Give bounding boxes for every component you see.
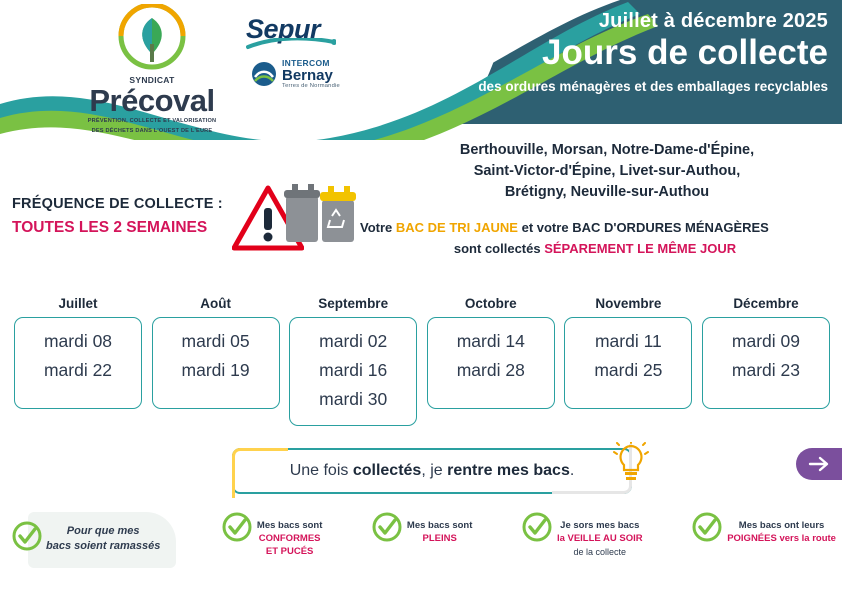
- month-name: Décembre: [733, 296, 799, 311]
- callout-bubble-wrap: [232, 448, 652, 496]
- check-icon: [222, 512, 252, 542]
- month-name: Novembre: [595, 296, 662, 311]
- collection-date: mardi 05: [181, 331, 250, 351]
- footer-item-line-1: Mes bacs sont: [256, 520, 323, 531]
- footer-item-line-1: Mes bacs ont leurs: [738, 520, 825, 531]
- bernay-line3: Terres de Normandie: [282, 83, 340, 89]
- tri-row2-highlight: SÉPAREMENT LE MÊME JOUR: [544, 240, 737, 256]
- callout-pre: Une fois: [289, 462, 353, 479]
- callout-end: .: [569, 462, 575, 479]
- collection-date: mardi 28: [456, 359, 525, 380]
- month-card: [289, 296, 417, 426]
- footer-intro: [6, 512, 172, 561]
- waste-bins-icon: [282, 176, 360, 248]
- footer-item: [372, 512, 472, 546]
- footer-item-line-3: de la collecte: [573, 546, 627, 557]
- arrow-right-icon: [808, 455, 830, 473]
- precoval-tagline-2: DES DÉCHETS DANS L'OUEST DE L'EURE: [91, 127, 213, 134]
- collection-date: mardi 30: [319, 388, 388, 409]
- logo-precoval: [52, 4, 252, 134]
- collection-date: mardi 23: [731, 359, 801, 380]
- tri-pre: Votre: [360, 220, 393, 235]
- collection-calendar: [14, 296, 830, 426]
- month-dates: [564, 317, 692, 409]
- tri-notice: [360, 218, 830, 258]
- collection-date: mardi 16: [319, 359, 388, 380]
- month-card: [14, 296, 142, 426]
- logo-sepur: Sepur: [246, 14, 321, 44]
- check-icon: [522, 512, 552, 542]
- footer-item-line-2: CONFORMES: [258, 532, 321, 544]
- footer-intro-line-2: bacs soient ramassés: [46, 540, 161, 553]
- precoval-tagline-1: PRÉVENTION, COLLECTE ET VALORISATION: [87, 118, 217, 124]
- collection-date: mardi 14: [456, 331, 525, 351]
- collection-date: mardi 08: [43, 331, 113, 351]
- bernay-line1: INTERCOM: [282, 58, 330, 68]
- precoval-name: Précoval: [89, 83, 215, 118]
- communes-line-2: Saint-Victor-d'Épine, Livet-sur-Authou,: [473, 163, 741, 180]
- header-text-block: [397, 0, 842, 124]
- lightbulb-icon: [612, 442, 650, 486]
- tri-yellow-bin: BAC DE TRI JAUNE: [395, 220, 518, 235]
- collection-date: mardi 11: [594, 331, 662, 351]
- month-dates: [14, 317, 142, 409]
- footer-item-line-1: Mes bacs sont: [406, 520, 473, 531]
- footer-item: [222, 512, 322, 558]
- precoval-syndicat-label: SYNDICAT: [129, 75, 175, 85]
- footer-item: [692, 512, 836, 546]
- check-icon: [12, 521, 42, 551]
- header-dates: Juillet à décembre 2025: [598, 10, 828, 32]
- month-dates: [702, 317, 830, 409]
- month-name: Août: [200, 296, 231, 311]
- callout-bold-2: rentre mes bacs: [447, 462, 570, 479]
- collection-date: mardi 09: [731, 331, 801, 351]
- callout-bubble: [232, 448, 632, 494]
- check-icon: [372, 512, 402, 542]
- footer-item: [522, 512, 643, 558]
- month-name: Octobre: [464, 296, 517, 311]
- footer-intro-line-1: Pour que mes: [66, 525, 140, 537]
- callout-bold-1: collectés: [352, 462, 422, 479]
- month-dates: [152, 317, 280, 409]
- next-arrow-button[interactable]: [796, 448, 842, 480]
- footer-item-line-1: Je sors mes bacs: [560, 520, 640, 531]
- page-title: Jours de collecte: [542, 33, 828, 72]
- tri-grey-bin: BAC D'ORDURES MÉNAGÈRES: [572, 220, 769, 235]
- bernay-line2: Bernay: [282, 67, 333, 84]
- footer-item-line-2: la VEILLE AU SOIR: [556, 532, 643, 544]
- month-card: [427, 296, 555, 426]
- bernay-emblem-icon: [251, 61, 277, 87]
- check-icon: [692, 512, 722, 542]
- callout-mid: , je: [421, 462, 448, 479]
- footer-item-line-2: POIGNÉES vers la route: [727, 532, 836, 544]
- collection-date: mardi 19: [181, 359, 250, 380]
- frequency-value: TOUTES LES 2 SEMAINES: [12, 219, 208, 236]
- sepur-swoosh-icon: [246, 38, 336, 50]
- communes-line-3: Brétigny, Neuville-sur-Authou: [504, 184, 710, 201]
- tri-mid: et votre: [521, 220, 569, 235]
- logo-bernay: [251, 58, 340, 89]
- month-card: [564, 296, 692, 426]
- tri-row2-pre: sont collectés: [453, 240, 541, 256]
- frequency-block: [12, 196, 252, 237]
- header-subtitle: des ordures ménagères et des emballages recyclables: [478, 78, 828, 94]
- frequency-label: FRÉQUENCE DE COLLECTE :: [12, 196, 223, 212]
- footer-item-line-3: ET PUCÉS: [265, 545, 314, 557]
- communes-line-1: Berthouville, Morsan, Notre-Dame-d'Épine,: [459, 142, 755, 158]
- month-name: Septembre: [318, 296, 389, 311]
- month-card: [702, 296, 830, 426]
- collection-date: mardi 02: [319, 331, 388, 351]
- collection-date: mardi 22: [43, 359, 113, 380]
- bubble-corner-yellow: [232, 448, 288, 498]
- month-card: [152, 296, 280, 426]
- month-dates: [427, 317, 555, 409]
- precoval-tree-icon: [52, 4, 252, 70]
- footer-checklist: [6, 512, 836, 586]
- month-dates: [289, 317, 417, 426]
- month-name: Juillet: [58, 296, 98, 311]
- footer-item-line-2: PLEINS: [422, 532, 457, 544]
- communes-list: [382, 140, 832, 203]
- collection-date: mardi 25: [594, 359, 663, 380]
